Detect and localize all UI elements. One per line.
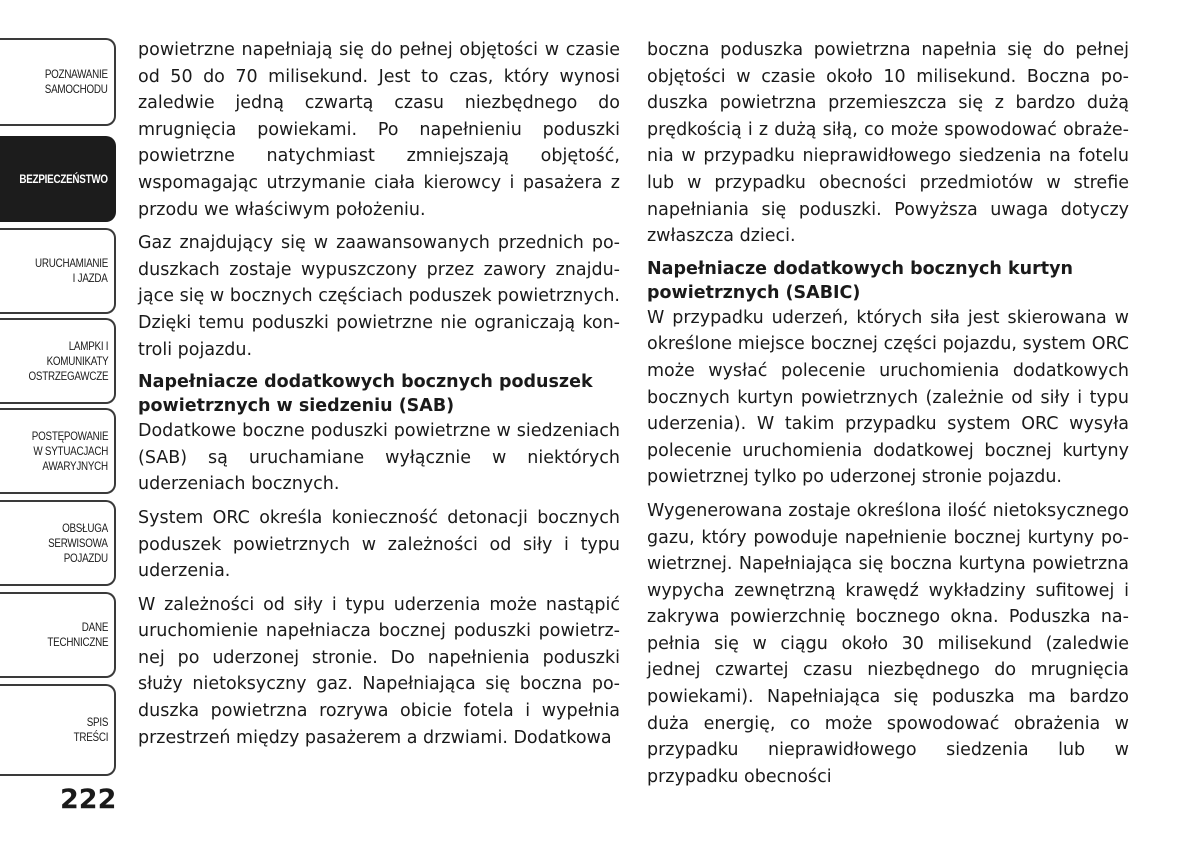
tab-label: W SYTUACJACH [33,443,108,458]
tab-lampki-i-komunikaty[interactable] [0,318,116,404]
tab-label: BEZPIECZEŃSTWO [19,171,108,186]
tab-label: SAMOCHODU [45,82,108,96]
tab-label: KOMUNIKATY [46,353,108,368]
section-heading-sabic: Napełniacze dodatkowych bocznych kurtyn powietrznych (SABIC) [647,258,1073,303]
tab-label: POJAZDU [63,550,108,565]
tab-label: SPIS [86,715,108,729]
tab-postepowanie-w-sytuacjach-awaryjnych[interactable] [0,408,116,494]
right-text-column [647,37,1129,797]
paragraph: Wygenerowana zostaje określona ilość nietoksycznego gazu, który powoduje napełnienie bocznej kurtyny powietrznej. Napełniająca się boczna kurtyna powietrzna wypycha zewnętrzną krawędź wykładziny sufitowej i zakrywa powierzchnię bocznego okna. Poduszka napełnia się w ciągu około 30 milisekund (zaledwie jednej czwartej czasu niezbędnego do mrugnięcia powiekami). Napełniająca się poduszka ma bardzo duża energię, co może spowodować obrażenia w przypadku nieprawidłowego siedzenia lub w przypadku obecności [647,500,1129,787]
left-text-column [138,37,620,758]
tab-label: TECHNICZNE [47,635,108,649]
paragraph: W przypadku uderzeń, których siła jest skierowana w określone miejsce bocznej części pojazdu, system ORC może wysłać polecenie uruchomienia dodatkowych bocznych kurtyn powietrznych (zależnie od siły i typu uderzenia). W takim przypadku system ORC wysyła polecenie uruchomienia dodatkowej bocznej kurtyny powietrznej tylko po uderzonej stronie pojazdu. [647,307,1129,488]
tab-obsluga-serwisowa[interactable] [0,500,116,586]
tab-label: POSTĘPOWANIE [31,428,108,443]
paragraph: Dodatkowe boczne poduszki powietrzne w siedzeniach (SAB) są uruchamiane wyłącznie w niektórych uderzeniach bocznych. [138,421,620,495]
tab-uruchamianie-i-jazda[interactable] [0,228,116,314]
tab-label: TREŚCI [73,730,108,744]
tab-poznawanie-samochodu[interactable] [0,38,116,126]
paragraph: System ORC określa konieczność detonacji bocznych poduszek powietrznych w zależności od siły i typu uderzenia. [138,507,620,582]
tab-spis-tresci[interactable] [0,684,116,776]
paragraph: Gaz znajdujący się w zaawansowanych przednich poduszkach zostaje wypuszczony przez zawory znajdujące się w bocznych częściach poduszek powietrznych. Dzięki temu poduszki powietrzne nie ograniczają kontroli pojazdu. [138,233,620,360]
tab-bezpieczenstwo[interactable] [0,136,116,222]
tab-label: SERWISOWA [48,535,108,550]
section-heading-sab: Napełniacze dodatkowych bocznych poduszek powietrznych w siedzeniu (SAB) [138,372,593,417]
tab-label: LAMPKI I [68,338,108,353]
tab-label: DANE [81,620,108,634]
tab-label: I JAZDA [73,271,108,285]
paragraph: boczna poduszka powietrzna napełnia się do pełnej objętości w czasie około 10 milisekund. Boczna poduszka powietrzna przemieszcza się z bardzo dużą prędkością i z dużą siłą, co może spowodować obrażenia w przypadku nieprawidłowego siedzenia na fotelu lub w przypadku obecności przedmiotów w strefie napełniania się poduszki. Powyższa uwaga dotyczy zwłaszcza dzieci. [647,40,1129,247]
page-number: 222 [60,784,117,815]
tab-label: OSTRZEGAWCZE [28,368,108,383]
paragraph: W zależności od siły i typu uderzenia może nastąpić uruchomienie napełniacza bocznej poduszki powietrznej po uderzonej stronie. Do napełnienia poduszki służy nietoksyczny gaz. Napełniająca się boczna poduszka powietrzna rozrywa obicie fotela i wypełnia przestrzeń między pasażerem a drzwiami. Dodatkowa [138,594,620,748]
tab-dane-techniczne[interactable] [0,592,116,678]
tab-label: AWARYJNYCH [42,458,108,473]
paragraph: powietrzne napełniają się do pełnej objętości w czasie od 50 do 70 milisekund. Jest to czas, który wynosi zaledwie jedną czwartą czasu niezbędnego do mrugnięcia powiekami. Po napełnieniu poduszki powietrzne natychmiast zmniejszają objętość, wspomagając utrzymanie ciała kierowcy i pasażera z przodu we właściwym położeniu. [138,40,620,220]
tab-label: URUCHAMIANIE [34,256,108,270]
tab-label: OBSŁUGA [62,520,108,535]
tab-label: POZNAWANIE [45,67,108,81]
